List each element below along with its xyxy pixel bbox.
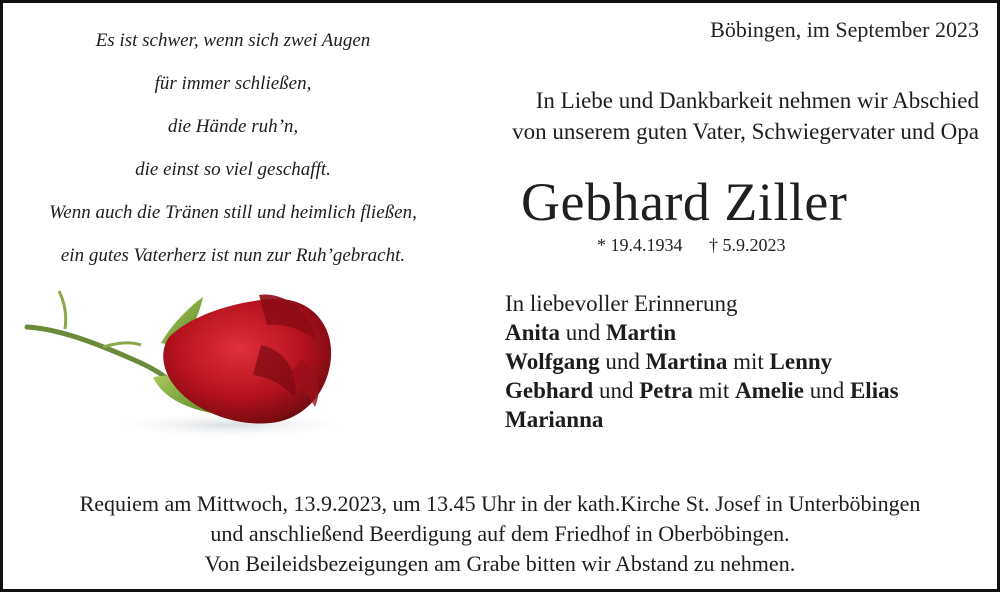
- mourners-list: [505, 289, 899, 434]
- poem-line: Wenn auch die Tränen still und heimlich fließen,: [49, 202, 417, 223]
- farewell-line: von unserem guten Vater, Schwiegervater und Opa: [512, 119, 979, 144]
- mourner-name: Martin: [605, 320, 677, 345]
- mourner-name: Marianna: [505, 407, 604, 432]
- mourner-connector: und: [803, 378, 850, 403]
- poem-line: die Hände ruh’n,: [167, 116, 299, 137]
- poem-line: ein gutes Vaterherz ist nun zur Ruh’gebracht.: [60, 245, 406, 266]
- deceased-name: Gebhard Ziller: [521, 172, 848, 232]
- birth-date: * 19.4.1934: [597, 235, 683, 255]
- service-info: [3, 489, 997, 579]
- mourner-connector: mit: [727, 349, 770, 374]
- death-date: † 5.9.2023: [709, 235, 786, 255]
- mourner-name: Wolfgang: [505, 349, 600, 374]
- poem-line: für immer schließen,: [154, 73, 312, 94]
- farewell-line: In Liebe und Dankbarkeit nehmen wir Abschied: [535, 88, 979, 113]
- mourner-line: [505, 318, 899, 347]
- mourner-name: Petra: [639, 378, 693, 403]
- mourner-line: [505, 347, 899, 376]
- mourner-name: Elias: [849, 378, 899, 403]
- mourner-name: Amelie: [735, 378, 804, 403]
- place-date: Böbingen, im September 2023: [710, 17, 979, 42]
- mourner-connector: und: [599, 349, 646, 374]
- service-line: Von Beileidsbezeigungen am Grabe bitten wir Abstand zu nehmen.: [204, 551, 796, 576]
- poem-line: Es ist schwer, wenn sich zwei Augen: [95, 30, 371, 51]
- service-line: und anschließend Beerdigung auf dem Friedhof in Oberböbingen.: [210, 521, 790, 546]
- mourner-connector: und: [593, 378, 640, 403]
- service-line: Requiem am Mittwoch, 13.9.2023, um 13.45 Uhr in der kath.Kirche St. Josef in Unterböbingen: [79, 491, 921, 516]
- mourner-name: Martina: [645, 349, 728, 374]
- mourners-intro: In liebevoller Erinnerung: [505, 291, 738, 316]
- mourner-connector: und: [559, 320, 606, 345]
- life-dates: [597, 235, 786, 256]
- mourner-name: Anita: [505, 320, 560, 345]
- poem-line: die einst so viel geschafft.: [135, 159, 331, 180]
- mourner-name: Lenny: [769, 349, 833, 374]
- mourner-line: [505, 405, 899, 434]
- farewell-text: [419, 85, 979, 147]
- mourner-line: [505, 376, 899, 405]
- mourner-name: Gebhard: [505, 378, 594, 403]
- red-rose-icon: [21, 285, 351, 445]
- mourner-connector: mit: [692, 378, 735, 403]
- poem: [7, 19, 459, 277]
